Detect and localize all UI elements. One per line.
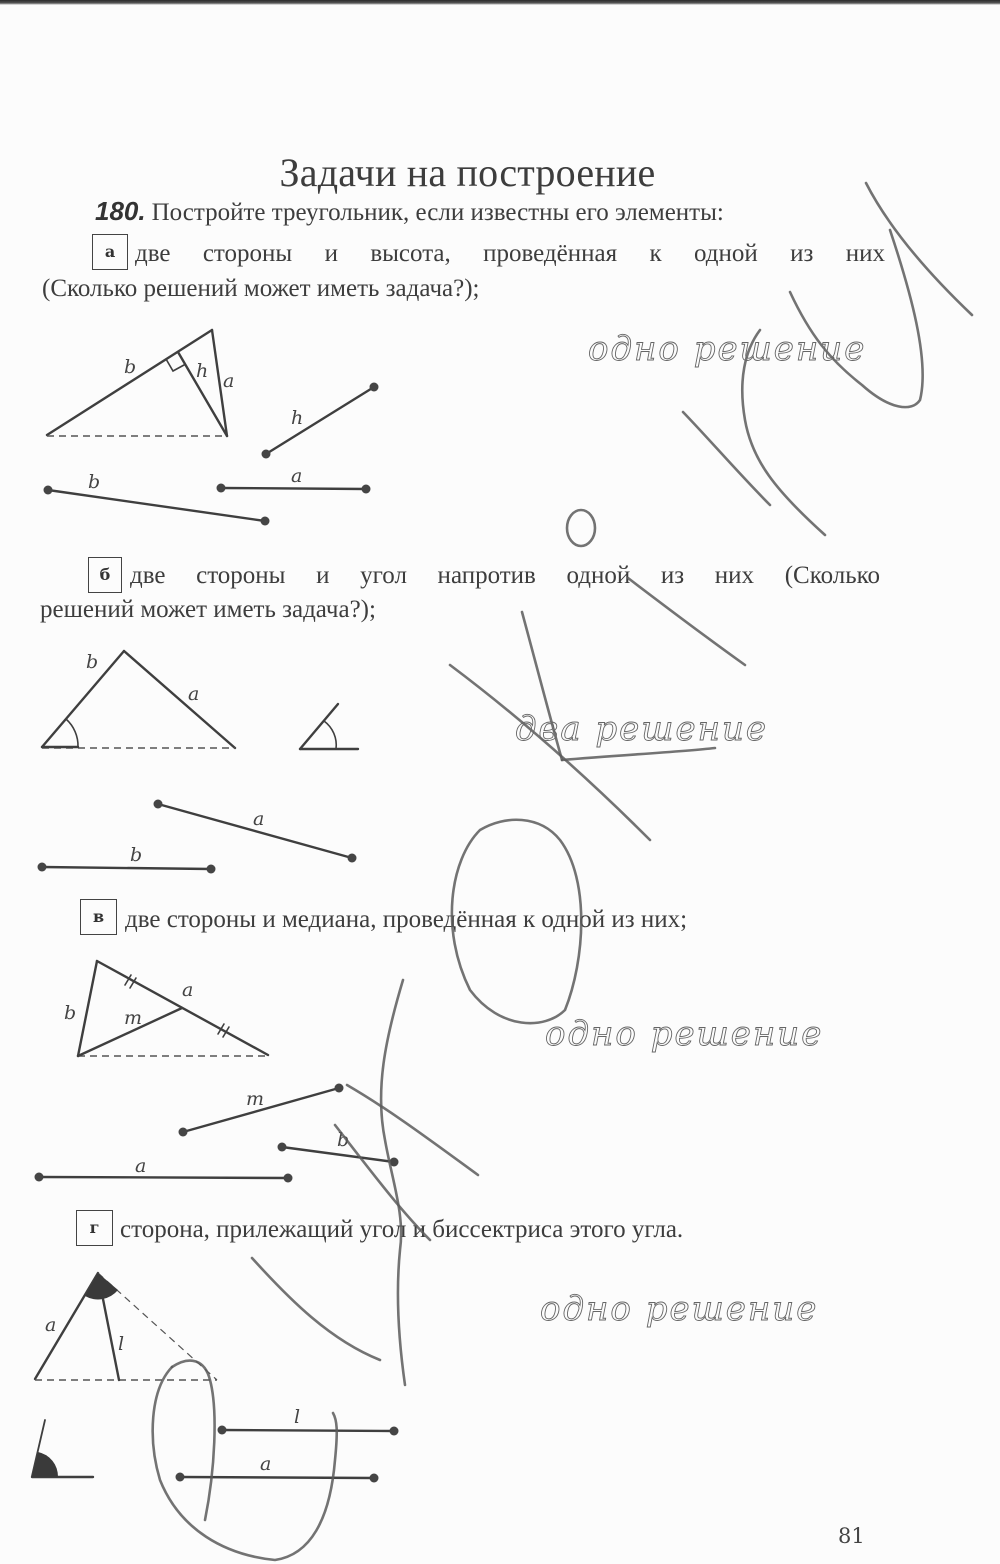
segment-a-label: a — [291, 465, 303, 487]
pencil-scribbles — [153, 183, 972, 1560]
part-b-label-a: a — [188, 683, 200, 705]
part-c-label-a: a — [182, 979, 194, 1001]
part-b-letter-box: б — [88, 557, 122, 593]
part-c-label-b: b — [64, 1002, 77, 1024]
part-a-line1: две стороны и высота, проведённая к одной из них — [135, 240, 885, 267]
part-a-label-h: h — [196, 360, 209, 382]
part-c-handwritten-answer: одно решение — [545, 1014, 824, 1054]
segment-h-label: h — [291, 407, 304, 429]
segment-b-label: b — [130, 844, 143, 866]
part-c-triangle-figure — [64, 961, 268, 1056]
page-number: 81 — [838, 1524, 865, 1548]
segment-l-label: l — [294, 1406, 301, 1428]
part-d-letter-box: г — [76, 1210, 113, 1246]
part-a-label-a: a — [223, 370, 235, 392]
part-b-given-segments — [38, 800, 357, 874]
part-b-handwritten-answer: два решение — [515, 709, 769, 749]
part-a-letter-box: а — [92, 234, 128, 270]
part-b-line1: две стороны и угол напротив одной из них (Сколько — [130, 562, 880, 589]
part-b-triangle-figure — [42, 651, 235, 748]
part-d-given-angle — [32, 1420, 93, 1477]
part-d-handwritten-answer: одно решение — [540, 1289, 819, 1329]
segment-a-label: a — [135, 1155, 147, 1177]
part-a-triangle-figure — [47, 330, 234, 436]
part-d-label-l: l — [118, 1333, 125, 1355]
part-c-line1: две стороны и медиана, проведённая к одной из них; — [125, 906, 688, 933]
segment-m-label: m — [246, 1088, 265, 1110]
part-b-given-angle — [300, 704, 358, 749]
page-title: Задачи на построение — [279, 149, 656, 195]
part-c-given-segments — [35, 1084, 399, 1183]
problem-number: 180. — [95, 196, 146, 226]
part-d-given-segments — [176, 1406, 399, 1483]
problem-statement-text: Постройте треугольник, если известны его элементы: — [151, 199, 724, 226]
part-a-label-b: b — [124, 356, 137, 378]
part-a-handwritten-answer: одно решение — [588, 329, 867, 369]
segment-b-label: b — [337, 1129, 350, 1151]
part-c-label-m: m — [124, 1007, 143, 1029]
part-c-letter-box: в — [80, 899, 117, 935]
part-d-line1: сторона, прилежащий угол и биссектриса этого угла. — [120, 1216, 684, 1243]
segment-a-label: a — [260, 1453, 272, 1475]
segment-a-label: a — [253, 808, 265, 830]
part-d-label-a: a — [45, 1314, 57, 1336]
part-b-line2: решений может иметь задача?); — [40, 596, 376, 623]
handwritten-answers — [515, 329, 866, 1329]
part-a-line2: (Сколько решений может иметь задача?); — [42, 275, 480, 302]
segment-b-label: b — [88, 471, 101, 493]
part-d-triangle-figure — [35, 1273, 217, 1380]
part-b-label-b: b — [86, 651, 99, 673]
